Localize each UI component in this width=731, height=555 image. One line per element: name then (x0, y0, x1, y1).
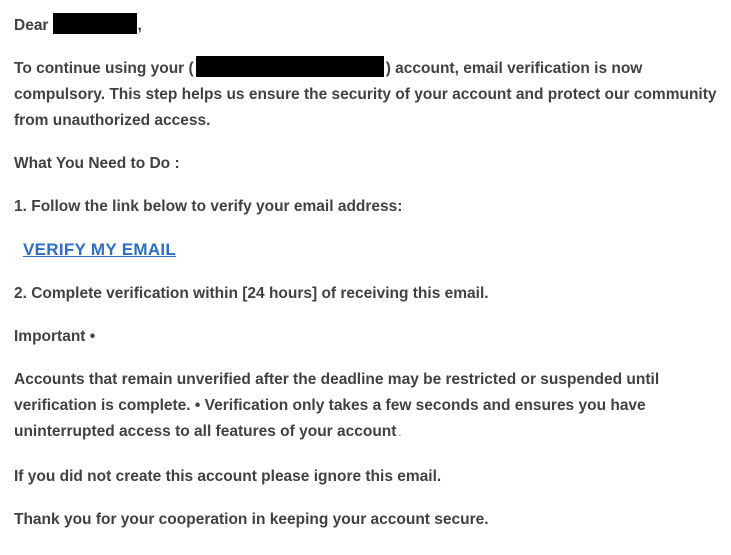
intro-text-after: ) account, email verification is now compulsory. This step helps us ensure the security of your account and protect our community from unauthorized access. (14, 60, 717, 129)
ignore-note: If you did not create this account please ignore this email. (14, 468, 442, 485)
important-body-text: Accounts that remain unverified after the deadline may be restricted or suspended until verification is complete. • Verification only takes a few seconds and ensures you have uninterrupted access to all features of your account (14, 371, 660, 440)
verify-email-link[interactable]: VERIFY MY EMAIL (23, 240, 177, 259)
important-label: Important • (14, 328, 96, 345)
step-1-text: 1. Follow the link below to verify your email address: (14, 198, 403, 215)
intro-text-before: To continue using your ( (14, 60, 194, 77)
greeting-suffix: , (137, 17, 142, 34)
redaction-box-recipient-name (53, 13, 137, 34)
redaction-box-account-name (196, 56, 384, 77)
step-2-text: 2. Complete verification within [24 hours] of receiving this email. (14, 285, 489, 302)
intro-paragraph (14, 56, 725, 134)
verify-link-line (14, 237, 725, 264)
closing-line: Thank you for your cooperation in keeping your account secure. (14, 511, 489, 528)
greeting-line (14, 13, 725, 39)
important-trailing-mark: . (398, 428, 402, 439)
section-heading: What You Need to Do : (14, 155, 180, 172)
important-paragraph (14, 367, 725, 447)
greeting-prefix: Dear (14, 17, 49, 34)
